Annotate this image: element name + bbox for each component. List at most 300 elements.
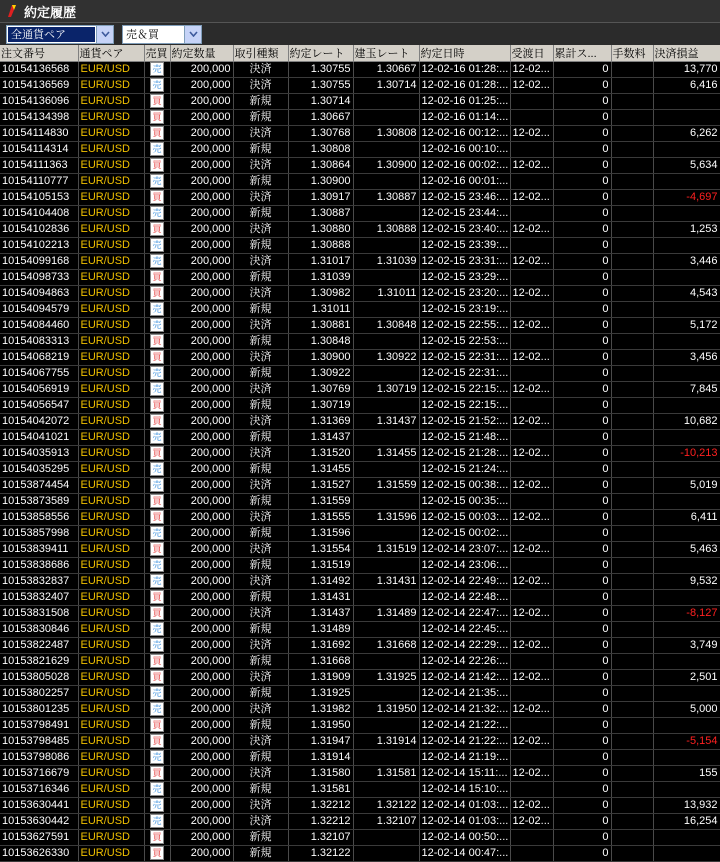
cell-side <box>144 638 170 654</box>
cell-settlement-pl <box>653 782 720 798</box>
cell-trade-type: 決済 <box>233 814 288 830</box>
cell-exec-datetime: 12-02-14 22:29:... <box>419 638 510 654</box>
column-header-cumulative-swap[interactable]: 累計ス... <box>553 45 611 62</box>
cell-cumulative-swap: 0 <box>553 318 611 334</box>
cell-open-rate: 1.32122 <box>353 798 419 814</box>
cell-exec-datetime: 12-02-14 21:22:... <box>419 718 510 734</box>
cell-exec-datetime: 12-02-15 23:29:... <box>419 270 510 286</box>
table-row[interactable] <box>0 158 720 174</box>
cell-cumulative-swap: 0 <box>553 382 611 398</box>
table-row[interactable] <box>0 206 720 222</box>
table-row[interactable] <box>0 398 720 414</box>
cell-cumulative-swap: 0 <box>553 366 611 382</box>
cell-settle-date <box>510 622 553 638</box>
table-row[interactable] <box>0 734 720 750</box>
buy-badge: 買 <box>150 606 164 620</box>
cell-open-rate <box>353 686 419 702</box>
cell-exec-datetime: 12-02-14 21:35:... <box>419 686 510 702</box>
cell-side <box>144 494 170 510</box>
cell-side <box>144 574 170 590</box>
cell-side <box>144 686 170 702</box>
cell-open-rate <box>353 846 419 862</box>
cell-open-rate: 1.30714 <box>353 78 419 94</box>
buy-badge: 買 <box>150 190 164 204</box>
cell-open-rate <box>353 238 419 254</box>
cell-cumulative-swap: 0 <box>553 430 611 446</box>
cell-exec-datetime: 12-02-15 22:15:... <box>419 382 510 398</box>
cell-fee <box>611 494 653 510</box>
cell-side <box>144 254 170 270</box>
table-row[interactable] <box>0 110 720 126</box>
table-row[interactable] <box>0 590 720 606</box>
cell-fee <box>611 718 653 734</box>
cell-open-rate: 1.30900 <box>353 158 419 174</box>
cell-exec-rate: 1.31555 <box>288 510 353 526</box>
cell-side <box>144 334 170 350</box>
column-header-settlement-pl[interactable]: 決済損益 <box>653 45 720 62</box>
cell-settle-date: 12-02... <box>510 574 553 590</box>
cell-open-rate: 1.31914 <box>353 734 419 750</box>
cell-open-rate: 1.31950 <box>353 702 419 718</box>
cell-exec-rate: 1.31581 <box>288 782 353 798</box>
cell-order-no: 10153630442 <box>0 814 78 830</box>
cell-cumulative-swap: 0 <box>553 94 611 110</box>
cell-order-no: 10153802257 <box>0 686 78 702</box>
cell-fee <box>611 558 653 574</box>
cell-side <box>144 718 170 734</box>
cell-settlement-pl: 5,634 <box>653 158 720 174</box>
cell-open-rate <box>353 398 419 414</box>
cell-quantity: 200,000 <box>170 542 233 558</box>
cell-currency-pair: EUR/USD <box>78 126 144 142</box>
cell-order-no: 10154056919 <box>0 382 78 398</box>
table-row[interactable] <box>0 510 720 526</box>
table-row[interactable] <box>0 350 720 366</box>
cell-order-no: 10153821629 <box>0 654 78 670</box>
cell-quantity: 200,000 <box>170 126 233 142</box>
column-header-side[interactable]: 売買 <box>144 45 170 62</box>
cell-trade-type: 決済 <box>233 222 288 238</box>
table-row[interactable] <box>0 126 720 142</box>
cell-order-no: 10153716679 <box>0 766 78 782</box>
cell-fee <box>611 190 653 206</box>
cell-settlement-pl: 5,463 <box>653 542 720 558</box>
cell-quantity: 200,000 <box>170 478 233 494</box>
table-row[interactable] <box>0 814 720 830</box>
currency-pair-select[interactable] <box>6 25 114 44</box>
cell-exec-datetime: 12-02-14 15:11:... <box>419 766 510 782</box>
cell-side <box>144 382 170 398</box>
cell-quantity: 200,000 <box>170 78 233 94</box>
table-row[interactable] <box>0 302 720 318</box>
cell-side <box>144 302 170 318</box>
cell-open-rate <box>353 830 419 846</box>
cell-fee <box>611 606 653 622</box>
cell-settlement-pl <box>653 846 720 862</box>
table-row[interactable] <box>0 382 720 398</box>
cell-side <box>144 110 170 126</box>
column-header-exec-rate[interactable]: 約定レート <box>288 45 353 62</box>
cell-settlement-pl: 155 <box>653 766 720 782</box>
cell-exec-datetime: 12-02-15 23:31:... <box>419 254 510 270</box>
cell-settle-date <box>510 830 553 846</box>
column-header-currency-pair[interactable]: 通貨ペア <box>78 45 144 62</box>
cell-trade-type: 新規 <box>233 430 288 446</box>
cell-open-rate <box>353 718 419 734</box>
cell-order-no: 10154084460 <box>0 318 78 334</box>
cell-fee <box>611 590 653 606</box>
cell-order-no: 10154102836 <box>0 222 78 238</box>
cell-fee <box>611 174 653 190</box>
cell-cumulative-swap: 0 <box>553 590 611 606</box>
column-header-order-no[interactable]: 注文番号 <box>0 45 78 62</box>
cell-currency-pair: EUR/USD <box>78 254 144 270</box>
table-row[interactable] <box>0 142 720 158</box>
cell-cumulative-swap: 0 <box>553 702 611 718</box>
cell-exec-rate: 1.30900 <box>288 174 353 190</box>
table-row[interactable] <box>0 286 720 302</box>
table-row[interactable] <box>0 574 720 590</box>
table-row[interactable] <box>0 846 720 862</box>
cell-fee <box>611 430 653 446</box>
cell-exec-datetime: 12-02-16 00:01:... <box>419 174 510 190</box>
cell-settlement-pl <box>653 718 720 734</box>
cell-settlement-pl <box>653 142 720 158</box>
cell-fee <box>611 750 653 766</box>
cell-cumulative-swap: 0 <box>553 190 611 206</box>
cell-quantity: 200,000 <box>170 750 233 766</box>
cell-fee <box>611 286 653 302</box>
cell-currency-pair: EUR/USD <box>78 750 144 766</box>
cell-exec-rate: 1.30880 <box>288 222 353 238</box>
cell-side <box>144 158 170 174</box>
cell-currency-pair: EUR/USD <box>78 350 144 366</box>
cell-exec-datetime: 12-02-15 00:03:... <box>419 510 510 526</box>
cell-cumulative-swap: 0 <box>553 542 611 558</box>
cell-trade-type: 決済 <box>233 542 288 558</box>
column-header-fee[interactable]: 手数料 <box>611 45 653 62</box>
table-row[interactable] <box>0 542 720 558</box>
cell-order-no: 10154035913 <box>0 446 78 462</box>
table-row[interactable] <box>0 750 720 766</box>
table-row[interactable] <box>0 270 720 286</box>
cell-exec-rate: 1.31925 <box>288 686 353 702</box>
cell-order-no: 10154041021 <box>0 430 78 446</box>
table-row[interactable] <box>0 94 720 110</box>
cell-exec-rate: 1.30714 <box>288 94 353 110</box>
cell-fee <box>611 526 653 542</box>
cell-fee <box>611 318 653 334</box>
table-row[interactable] <box>0 462 720 478</box>
cell-order-no: 10153832407 <box>0 590 78 606</box>
cell-cumulative-swap: 0 <box>553 222 611 238</box>
cell-settlement-pl: 4,543 <box>653 286 720 302</box>
cell-exec-rate: 1.31527 <box>288 478 353 494</box>
cell-settlement-pl <box>653 590 720 606</box>
cell-order-no: 10153839411 <box>0 542 78 558</box>
cell-exec-rate: 1.31580 <box>288 766 353 782</box>
cell-currency-pair: EUR/USD <box>78 830 144 846</box>
cell-quantity: 200,000 <box>170 414 233 430</box>
cell-exec-rate: 1.30888 <box>288 238 353 254</box>
cell-currency-pair: EUR/USD <box>78 174 144 190</box>
cell-trade-type: 新規 <box>233 302 288 318</box>
cell-order-no: 10153801235 <box>0 702 78 718</box>
cell-settle-date <box>510 206 553 222</box>
cell-open-rate: 1.30887 <box>353 190 419 206</box>
cell-side <box>144 238 170 254</box>
cell-settlement-pl: -4,697 <box>653 190 720 206</box>
cell-settle-date: 12-02... <box>510 254 553 270</box>
buy-badge: 買 <box>150 542 164 556</box>
table-row[interactable] <box>0 190 720 206</box>
cell-order-no: 10154105153 <box>0 190 78 206</box>
cell-settle-date <box>510 302 553 318</box>
table-row[interactable] <box>0 494 720 510</box>
cell-currency-pair: EUR/USD <box>78 686 144 702</box>
cell-quantity: 200,000 <box>170 206 233 222</box>
chevron-down-icon[interactable] <box>96 26 113 43</box>
cell-trade-type: 新規 <box>233 334 288 350</box>
table-row[interactable] <box>0 702 720 718</box>
cell-exec-rate: 1.31554 <box>288 542 353 558</box>
cell-exec-rate: 1.30755 <box>288 78 353 94</box>
cell-trade-type: 決済 <box>233 126 288 142</box>
cell-settlement-pl: 10,682 <box>653 414 720 430</box>
cell-order-no: 10154114830 <box>0 126 78 142</box>
cell-fee <box>611 782 653 798</box>
cell-order-no: 10154067755 <box>0 366 78 382</box>
table-row[interactable] <box>0 366 720 382</box>
sell-badge: 売 <box>150 686 164 700</box>
cell-cumulative-swap: 0 <box>553 62 611 78</box>
table-row[interactable] <box>0 334 720 350</box>
cell-settlement-pl: 9,532 <box>653 574 720 590</box>
cell-exec-rate: 1.31369 <box>288 414 353 430</box>
cell-settlement-pl: 13,770 <box>653 62 720 78</box>
cell-open-rate: 1.30808 <box>353 126 419 142</box>
cell-cumulative-swap: 0 <box>553 462 611 478</box>
cell-side <box>144 590 170 606</box>
column-header-trade-type[interactable]: 取引種類 <box>233 45 288 62</box>
table-row[interactable] <box>0 638 720 654</box>
cell-fee <box>611 78 653 94</box>
sell-badge: 売 <box>150 478 164 492</box>
cell-side <box>144 478 170 494</box>
cell-order-no: 10153822487 <box>0 638 78 654</box>
cell-open-rate: 1.30719 <box>353 382 419 398</box>
cell-fee <box>611 734 653 750</box>
cell-exec-rate: 1.31950 <box>288 718 353 734</box>
cell-order-no: 10154136568 <box>0 62 78 78</box>
cell-settlement-pl: 3,749 <box>653 638 720 654</box>
table-row[interactable] <box>0 414 720 430</box>
cell-currency-pair: EUR/USD <box>78 62 144 78</box>
cell-settle-date: 12-02... <box>510 478 553 494</box>
table-row[interactable] <box>0 606 720 622</box>
cell-currency-pair: EUR/USD <box>78 638 144 654</box>
cell-trade-type: 決済 <box>233 670 288 686</box>
cell-trade-type: 新規 <box>233 846 288 862</box>
buy-sell-select[interactable] <box>122 25 202 44</box>
cell-side <box>144 542 170 558</box>
cell-quantity: 200,000 <box>170 398 233 414</box>
cell-quantity: 200,000 <box>170 638 233 654</box>
cell-currency-pair: EUR/USD <box>78 494 144 510</box>
cell-settle-date <box>510 174 553 190</box>
cell-quantity: 200,000 <box>170 254 233 270</box>
table-row[interactable] <box>0 654 720 670</box>
cell-trade-type: 決済 <box>233 478 288 494</box>
table-row[interactable] <box>0 686 720 702</box>
table-row[interactable] <box>0 526 720 542</box>
cell-side <box>144 462 170 478</box>
table-row[interactable] <box>0 174 720 190</box>
table-row[interactable] <box>0 718 720 734</box>
cell-currency-pair: EUR/USD <box>78 222 144 238</box>
cell-fee <box>611 702 653 718</box>
cell-settle-date <box>510 398 553 414</box>
table-row[interactable] <box>0 622 720 638</box>
cell-currency-pair: EUR/USD <box>78 414 144 430</box>
cell-quantity: 200,000 <box>170 62 233 78</box>
cell-trade-type: 決済 <box>233 510 288 526</box>
cell-order-no: 10154099168 <box>0 254 78 270</box>
cell-settlement-pl <box>653 430 720 446</box>
cell-settle-date <box>510 654 553 670</box>
cell-exec-rate: 1.31914 <box>288 750 353 766</box>
cell-trade-type: 決済 <box>233 638 288 654</box>
cell-exec-datetime: 12-02-15 23:40:... <box>419 222 510 238</box>
cell-settlement-pl <box>653 110 720 126</box>
cell-settle-date <box>510 494 553 510</box>
cell-settlement-pl <box>653 622 720 638</box>
table-row[interactable] <box>0 446 720 462</box>
cell-settle-date: 12-02... <box>510 222 553 238</box>
column-header-open-rate[interactable]: 建玉レート <box>353 45 419 62</box>
cell-side <box>144 190 170 206</box>
cell-quantity: 200,000 <box>170 670 233 686</box>
table-row[interactable] <box>0 782 720 798</box>
cell-exec-rate: 1.30808 <box>288 142 353 158</box>
table-row[interactable] <box>0 670 720 686</box>
cell-exec-rate: 1.31909 <box>288 670 353 686</box>
buy-badge: 買 <box>150 334 164 348</box>
cell-settle-date: 12-02... <box>510 638 553 654</box>
cell-quantity: 200,000 <box>170 238 233 254</box>
cell-quantity: 200,000 <box>170 622 233 638</box>
cell-settle-date <box>510 686 553 702</box>
cell-cumulative-swap: 0 <box>553 686 611 702</box>
cell-cumulative-swap: 0 <box>553 446 611 462</box>
cell-side <box>144 142 170 158</box>
table-row[interactable] <box>0 558 720 574</box>
cell-quantity: 200,000 <box>170 382 233 398</box>
cell-trade-type: 新規 <box>233 750 288 766</box>
cell-exec-datetime: 12-02-14 00:47:... <box>419 846 510 862</box>
cell-open-rate <box>353 558 419 574</box>
cell-trade-type: 新規 <box>233 782 288 798</box>
cell-trade-type: 決済 <box>233 350 288 366</box>
cell-quantity: 200,000 <box>170 446 233 462</box>
cell-exec-rate: 1.30887 <box>288 206 353 222</box>
cell-order-no: 10153831508 <box>0 606 78 622</box>
cell-cumulative-swap: 0 <box>553 510 611 526</box>
cell-quantity: 200,000 <box>170 318 233 334</box>
cell-exec-datetime: 12-02-14 22:26:... <box>419 654 510 670</box>
cell-quantity: 200,000 <box>170 430 233 446</box>
cell-open-rate: 1.31039 <box>353 254 419 270</box>
cell-trade-type: 決済 <box>233 414 288 430</box>
table-row[interactable] <box>0 766 720 782</box>
table-row[interactable] <box>0 254 720 270</box>
sell-badge: 売 <box>150 366 164 380</box>
cell-cumulative-swap: 0 <box>553 846 611 862</box>
cell-quantity: 200,000 <box>170 222 233 238</box>
cell-exec-datetime: 12-02-16 01:25:... <box>419 94 510 110</box>
cell-settle-date <box>510 462 553 478</box>
cell-currency-pair: EUR/USD <box>78 782 144 798</box>
cell-exec-rate: 1.30755 <box>288 62 353 78</box>
cell-cumulative-swap: 0 <box>553 766 611 782</box>
column-header-settle-date[interactable]: 受渡日 <box>510 45 553 62</box>
cell-exec-datetime: 12-02-15 22:15:... <box>419 398 510 414</box>
cell-side <box>144 830 170 846</box>
column-header-quantity[interactable]: 約定数量 <box>170 45 233 62</box>
table-row[interactable] <box>0 830 720 846</box>
cell-order-no: 10154068219 <box>0 350 78 366</box>
cell-order-no: 10153838686 <box>0 558 78 574</box>
window-title: 約定履歴 <box>24 5 77 21</box>
table-row[interactable] <box>0 238 720 254</box>
cell-settle-date <box>510 366 553 382</box>
buy-badge: 買 <box>150 350 164 364</box>
sell-badge: 売 <box>150 558 164 572</box>
cell-open-rate: 1.31455 <box>353 446 419 462</box>
cell-exec-rate: 1.30982 <box>288 286 353 302</box>
cell-exec-datetime: 12-02-16 01:28:... <box>419 78 510 94</box>
sell-badge: 売 <box>150 526 164 540</box>
cell-quantity: 200,000 <box>170 766 233 782</box>
cell-settlement-pl: -8,127 <box>653 606 720 622</box>
cell-exec-datetime: 12-02-14 22:45:... <box>419 622 510 638</box>
table-row[interactable] <box>0 798 720 814</box>
cell-exec-rate: 1.30922 <box>288 366 353 382</box>
table-row[interactable] <box>0 62 720 78</box>
cell-trade-type: 決済 <box>233 702 288 718</box>
cell-trade-type: 決済 <box>233 158 288 174</box>
buy-badge: 買 <box>150 446 164 460</box>
cell-order-no: 10154134398 <box>0 110 78 126</box>
cell-fee <box>611 142 653 158</box>
cell-cumulative-swap: 0 <box>553 718 611 734</box>
table-row[interactable] <box>0 222 720 238</box>
table-row[interactable] <box>0 78 720 94</box>
cell-open-rate: 1.31559 <box>353 478 419 494</box>
cell-open-rate <box>353 494 419 510</box>
table-row[interactable] <box>0 430 720 446</box>
chevron-down-icon[interactable] <box>184 26 201 43</box>
cell-exec-datetime: 12-02-14 23:06:... <box>419 558 510 574</box>
cell-currency-pair: EUR/USD <box>78 190 144 206</box>
column-header-exec-datetime[interactable]: 約定日時 <box>419 45 510 62</box>
cell-side <box>144 430 170 446</box>
table-row[interactable] <box>0 478 720 494</box>
cell-trade-type: 新規 <box>233 526 288 542</box>
cell-fee <box>611 126 653 142</box>
cell-settle-date: 12-02... <box>510 702 553 718</box>
table-row[interactable] <box>0 318 720 334</box>
